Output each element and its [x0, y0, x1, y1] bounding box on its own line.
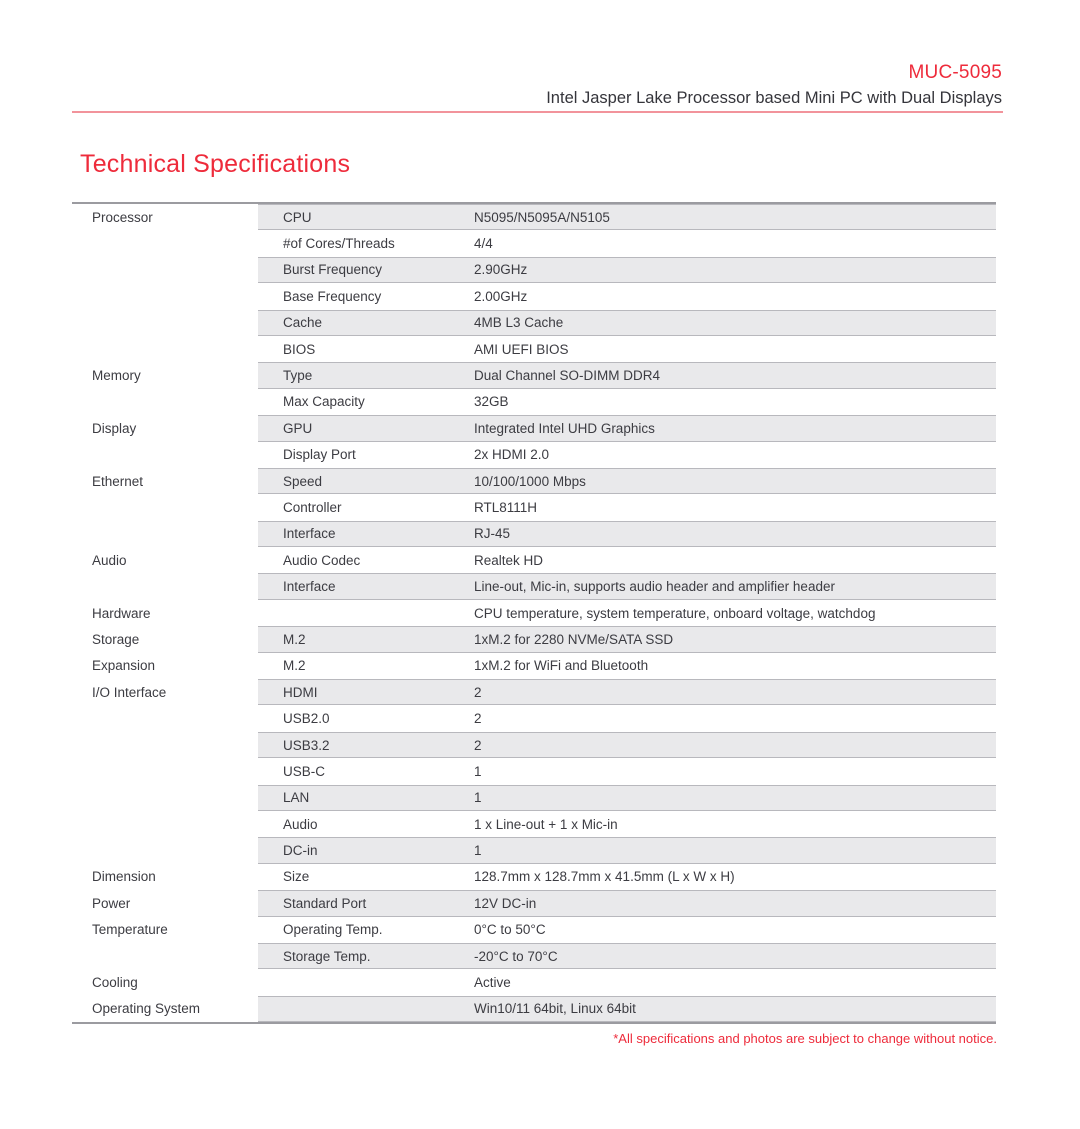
- category-cell: [72, 336, 258, 362]
- value-cell: 1: [474, 790, 482, 806]
- value-cell: 32GB: [474, 394, 509, 410]
- category-cell: [72, 785, 258, 811]
- attribute-cell: DC-in: [283, 843, 318, 859]
- value-cell: 2: [474, 737, 482, 753]
- attribute-cell: [258, 969, 474, 995]
- attribute-cell: Audio: [283, 816, 318, 832]
- table-row: [72, 204, 996, 230]
- category-cell: [72, 442, 258, 468]
- spec-cells: [258, 732, 996, 758]
- spec-cells: [258, 653, 996, 679]
- table-row: [72, 230, 996, 256]
- category-cell: [72, 230, 258, 256]
- value-cell: 1: [474, 843, 482, 859]
- table-row: [72, 468, 996, 494]
- disclaimer-note: *All specifications and photos are subject to change without notice.: [613, 1031, 997, 1046]
- attribute-cell: Burst Frequency: [283, 262, 383, 278]
- category-cell: Ethernet: [92, 473, 144, 489]
- spec-cells: [258, 494, 996, 520]
- category-cell: [72, 705, 258, 731]
- attribute-cell: Operating Temp.: [283, 922, 383, 938]
- category-cell: [72, 943, 258, 969]
- value-cell: 4MB L3 Cache: [474, 315, 564, 331]
- spec-cells: [258, 204, 996, 230]
- category-cell: Power: [92, 895, 131, 911]
- table-row: [72, 705, 996, 731]
- attribute-cell: USB-C: [283, 763, 326, 779]
- table-row: [72, 521, 996, 547]
- category-cell: Memory: [92, 368, 141, 384]
- category-cell: [72, 732, 258, 758]
- attribute-cell: #of Cores/Threads: [283, 236, 395, 252]
- value-cell: 12V DC-in: [474, 895, 537, 911]
- attribute-cell: BIOS: [283, 341, 316, 357]
- value-cell: 0°C to 50°C: [474, 922, 546, 938]
- category-cell: [72, 257, 258, 283]
- spec-cells: [258, 336, 996, 362]
- spec-cells: [258, 547, 996, 573]
- attribute-cell: GPU: [283, 420, 313, 436]
- attribute-cell: Interface: [283, 579, 336, 595]
- value-cell: Win10/11 64bit, Linux 64bit: [474, 1001, 636, 1017]
- spec-cells: [258, 705, 996, 731]
- value-cell: CPU temperature, system temperature, onboard voltage, watchdog: [474, 605, 876, 621]
- product-subtitle: Intel Jasper Lake Processor based Mini PC with Dual Displays: [546, 89, 1002, 107]
- spec-cells: [258, 626, 996, 652]
- attribute-cell: LAN: [283, 790, 310, 806]
- table-row: [72, 415, 996, 441]
- category-cell: Temperature: [92, 922, 168, 938]
- spec-cells: [258, 890, 996, 916]
- category-cell: Operating System: [92, 1001, 201, 1017]
- table-row: [72, 864, 996, 890]
- category-cell: [72, 389, 258, 415]
- spec-cells: [258, 679, 996, 705]
- value-cell: 128.7mm x 128.7mm x 41.5mm (L x W x H): [474, 869, 735, 885]
- value-cell: Dual Channel SO-DIMM DDR4: [474, 368, 661, 384]
- table-row: [72, 811, 996, 837]
- spec-cells: [258, 521, 996, 547]
- table-row: [72, 626, 996, 652]
- attribute-cell: Storage Temp.: [283, 948, 371, 964]
- category-cell: Dimension: [92, 869, 156, 885]
- table-row: [72, 890, 996, 916]
- category-cell: [72, 758, 258, 784]
- category-cell: [72, 310, 258, 336]
- attribute-cell: Standard Port: [283, 895, 367, 911]
- spec-cells: [258, 811, 996, 837]
- attribute-cell: Max Capacity: [283, 394, 365, 410]
- table-row: [72, 336, 996, 362]
- spec-cells: [258, 362, 996, 388]
- value-cell: 2: [474, 684, 482, 700]
- spec-cells: [258, 943, 996, 969]
- table-row: [72, 679, 996, 705]
- spec-cells: [258, 864, 996, 890]
- value-cell: Line-out, Mic-in, supports audio header and amplifier header: [474, 579, 835, 595]
- value-cell: AMI UEFI BIOS: [474, 341, 569, 357]
- value-cell: 4/4: [474, 236, 493, 252]
- attribute-cell: Display Port: [283, 447, 356, 463]
- attribute-cell: Controller: [283, 499, 342, 515]
- value-cell: 1: [474, 763, 482, 779]
- spec-cells: [258, 283, 996, 309]
- attribute-cell: HDMI: [283, 684, 318, 700]
- spec-cells: [258, 573, 996, 599]
- attribute-cell: Base Frequency: [283, 288, 382, 304]
- category-cell: [72, 837, 258, 863]
- table-row: [72, 653, 996, 679]
- value-cell: 1xM.2 for WiFi and Bluetooth: [474, 658, 649, 674]
- attribute-cell: USB3.2: [283, 737, 330, 753]
- table-row: [72, 362, 996, 388]
- value-cell: 10/100/1000 Mbps: [474, 473, 586, 489]
- attribute-cell: [258, 600, 474, 626]
- attribute-cell: Cache: [283, 315, 323, 331]
- attribute-cell: Size: [283, 869, 310, 885]
- value-cell: Integrated Intel UHD Graphics: [474, 420, 655, 436]
- attribute-cell: M.2: [283, 658, 306, 674]
- category-cell: Display: [92, 420, 137, 436]
- value-cell: -20°C to 70°C: [474, 948, 558, 964]
- spec-cells: [258, 758, 996, 784]
- spec-cells: [258, 969, 996, 995]
- value-cell: N5095/N5095A/N5105: [474, 209, 610, 225]
- table-row: [72, 758, 996, 784]
- category-cell: [72, 521, 258, 547]
- table-row: [72, 917, 996, 943]
- spec-cells: [258, 917, 996, 943]
- category-cell: I/O Interface: [92, 684, 167, 700]
- spec-cells: [258, 230, 996, 256]
- category-cell: Hardware: [92, 605, 151, 621]
- attribute-cell: [258, 996, 474, 1022]
- spec-cells: [258, 468, 996, 494]
- value-cell: RJ-45: [474, 526, 511, 542]
- spec-cells: [258, 837, 996, 863]
- attribute-cell: Speed: [283, 473, 323, 489]
- spec-cells: [258, 785, 996, 811]
- category-cell: [72, 811, 258, 837]
- model-number: MUC-5095: [908, 62, 1002, 83]
- attribute-cell: Audio Codec: [283, 552, 361, 568]
- attribute-cell: M.2: [283, 631, 306, 647]
- value-cell: Realtek HD: [474, 552, 544, 568]
- table-row: [72, 573, 996, 599]
- table-row: [72, 257, 996, 283]
- spec-cells: [258, 600, 996, 626]
- spec-cells: [258, 257, 996, 283]
- attribute-cell: Type: [283, 368, 313, 384]
- category-cell: Audio: [92, 552, 127, 568]
- spec-cells: [258, 442, 996, 468]
- spec-cells: [258, 389, 996, 415]
- table-row: [72, 943, 996, 969]
- spec-table: [72, 202, 996, 1024]
- table-row: [72, 732, 996, 758]
- table-row: [72, 442, 996, 468]
- table-row: [72, 547, 996, 573]
- category-cell: Storage: [92, 631, 140, 647]
- table-row: [72, 996, 996, 1022]
- value-cell: 2.00GHz: [474, 288, 528, 304]
- value-cell: 1xM.2 for 2280 NVMe/SATA SSD: [474, 631, 674, 647]
- table-row: [72, 389, 996, 415]
- category-cell: Expansion: [92, 658, 156, 674]
- table-row: [72, 310, 996, 336]
- value-cell: RTL8111H: [474, 499, 538, 515]
- attribute-cell: CPU: [283, 209, 312, 225]
- header-divider: [72, 111, 1003, 113]
- category-cell: [72, 494, 258, 520]
- page-title: Technical Specifications: [80, 150, 351, 178]
- category-cell: Cooling: [92, 975, 138, 991]
- value-cell: 2: [474, 711, 482, 727]
- table-row: [72, 494, 996, 520]
- spec-cells: [258, 996, 996, 1022]
- category-cell: [72, 283, 258, 309]
- table-row: [72, 969, 996, 995]
- table-row: [72, 283, 996, 309]
- attribute-cell: USB2.0: [283, 711, 330, 727]
- value-cell: Active: [474, 975, 511, 991]
- table-row: [72, 600, 996, 626]
- attribute-cell: Interface: [283, 526, 336, 542]
- value-cell: 2.90GHz: [474, 262, 528, 278]
- category-cell: [72, 573, 258, 599]
- table-row: [72, 837, 996, 863]
- spec-cells: [258, 310, 996, 336]
- table-row: [72, 785, 996, 811]
- value-cell: 1 x Line-out + 1 x Mic-in: [474, 816, 618, 832]
- spec-cells: [258, 415, 996, 441]
- value-cell: 2x HDMI 2.0: [474, 447, 550, 463]
- category-cell: Processor: [92, 209, 153, 225]
